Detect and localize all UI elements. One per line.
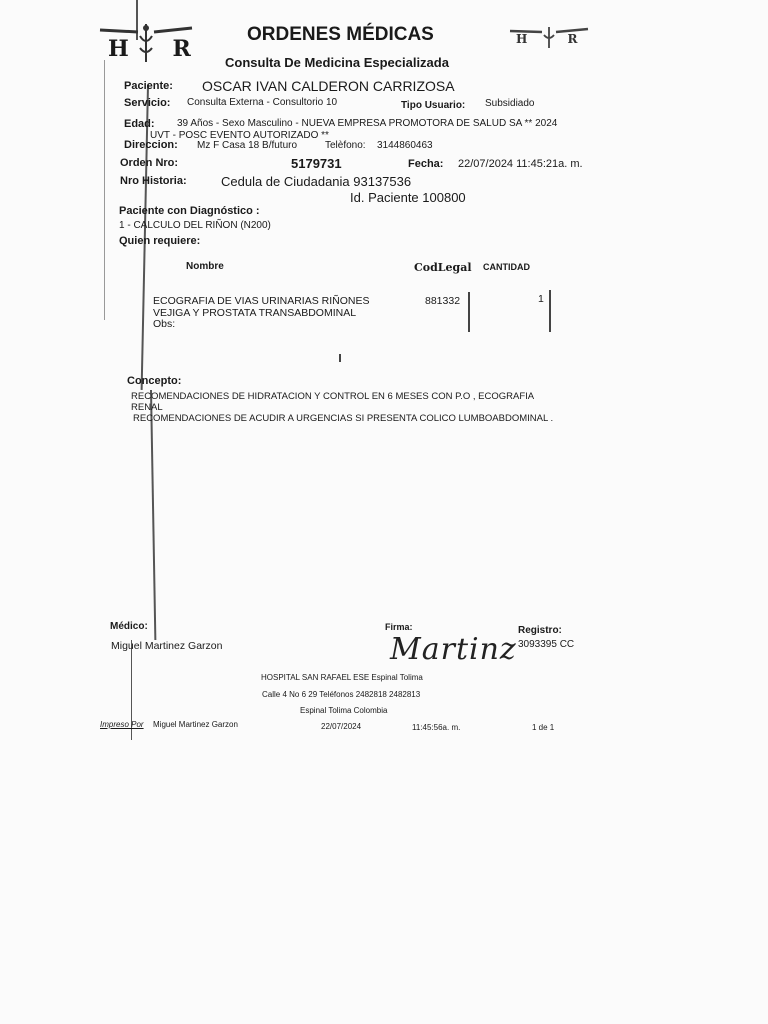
- orden-value: 5179731: [291, 156, 342, 171]
- col-header-cantidad: CANTIDAD: [483, 262, 530, 272]
- row-name-line1: ECOGRAFIA DE VIAS URINARIAS RIÑONES: [153, 295, 370, 307]
- paciente-label: Paciente:: [124, 80, 173, 92]
- historia-label: Nro Historia:: [120, 175, 187, 187]
- footer-date: 22/07/2024: [321, 722, 362, 731]
- col-header-nombre: Nombre: [186, 261, 224, 272]
- impreso-label: Impreso Por: [100, 720, 144, 729]
- hospital-logo-left: [98, 22, 209, 64]
- logo-text-left: H R: [108, 36, 209, 62]
- edad-value-line1: 39 Años - Sexo Masculino - NUEVA EMPRESA PROMOTORA DE SALUD SA ** 2024: [177, 118, 558, 129]
- row-code: 881332: [425, 295, 461, 307]
- cell-divider: [549, 290, 551, 332]
- page-title: ORDENES MÉDICAS: [247, 24, 434, 45]
- col-header-codlegal: CodLegal: [414, 261, 472, 274]
- orden-label: Orden Nro:: [120, 157, 179, 169]
- edad-label: Edad:: [124, 118, 155, 130]
- firma-label: Firma:: [385, 622, 413, 632]
- medico-value: Miguel Martinez Garzon: [111, 640, 223, 652]
- servicio-value: Consulta Externa - Consultorio 10: [187, 97, 338, 108]
- firma-signature: Martinz: [390, 632, 517, 667]
- telefono-label: Telèfono:: [325, 140, 366, 151]
- footer-time: 11:45:56a. m.: [412, 723, 461, 732]
- footer-city: Espinal Tolima Colombia: [300, 706, 388, 715]
- footer-page: 1 de 1: [532, 723, 555, 732]
- scan-line-far-left: [104, 60, 105, 320]
- concepto-line1: RECOMENDACIONES DE HIDRATACION Y CONTROL EN 6 MESES CON P.O , ECOGRAFIA: [131, 391, 535, 402]
- tipo-usuario-label: Tipo Usuario:: [401, 100, 466, 111]
- servicio-label: Servicio:: [124, 97, 171, 109]
- direccion-value: Mz F Casa 18 B/futuro: [197, 140, 298, 151]
- cell-divider: [468, 292, 470, 332]
- scan-mark: [339, 354, 341, 362]
- historia-value: Cedula de Ciudadania 93137536: [221, 174, 412, 189]
- registro-label: Registro:: [518, 625, 562, 636]
- row-qty: 1: [538, 293, 544, 305]
- telefono-value: 3144860463: [377, 140, 433, 151]
- footer-hospital: HOSPITAL SAN RAFAEL ESE Espinal Tolima: [261, 673, 423, 682]
- hospital-logo-right: [508, 26, 604, 68]
- fecha-label: Fecha:: [408, 158, 444, 170]
- id-paciente: Id. Paciente 100800: [350, 190, 466, 205]
- row-name-line2: VEJIGA Y PROSTATA TRANSABDOMINAL: [153, 307, 357, 319]
- logo-text-right: H R: [516, 32, 596, 46]
- registro-value: 3093395 CC: [518, 639, 575, 650]
- concepto-line3: RECOMENDACIONES DE ACUDIR A URGENCIAS SI PRESENTA COLICO LUMBOABDOMINAL .: [133, 413, 554, 424]
- diagnostico-label: Paciente con Diagnóstico :: [119, 205, 260, 217]
- concepto-line2: RENAL: [131, 402, 163, 413]
- fecha-value: 22/07/2024 11:45:21a. m.: [458, 158, 583, 170]
- diagnostico-item: 1 - CALCULO DEL RIÑON (N200): [119, 220, 271, 231]
- page-subtitle: Consulta De Medicina Especializada: [225, 55, 449, 70]
- quien-requiere-label: Quien requiere:: [119, 235, 201, 247]
- impreso-value: Miguel Martinez Garzon: [153, 720, 238, 729]
- footer-address: Calle 4 No 6 29 Teléfonos 2482818 2482813: [262, 690, 421, 699]
- scan-line-left-lower: [150, 390, 156, 640]
- medico-label: Médico:: [110, 621, 148, 632]
- concepto-label: Concepto:: [127, 375, 182, 387]
- edad-value-line2: UVT - POSC EVENTO AUTORIZADO **: [150, 130, 329, 141]
- tipo-usuario-value: Subsidiado: [485, 98, 535, 109]
- paciente-value: OSCAR IVAN CALDERON CARRIZOSA: [202, 78, 455, 94]
- direccion-label: Direccion:: [124, 139, 178, 151]
- row-obs: Obs:: [153, 318, 176, 330]
